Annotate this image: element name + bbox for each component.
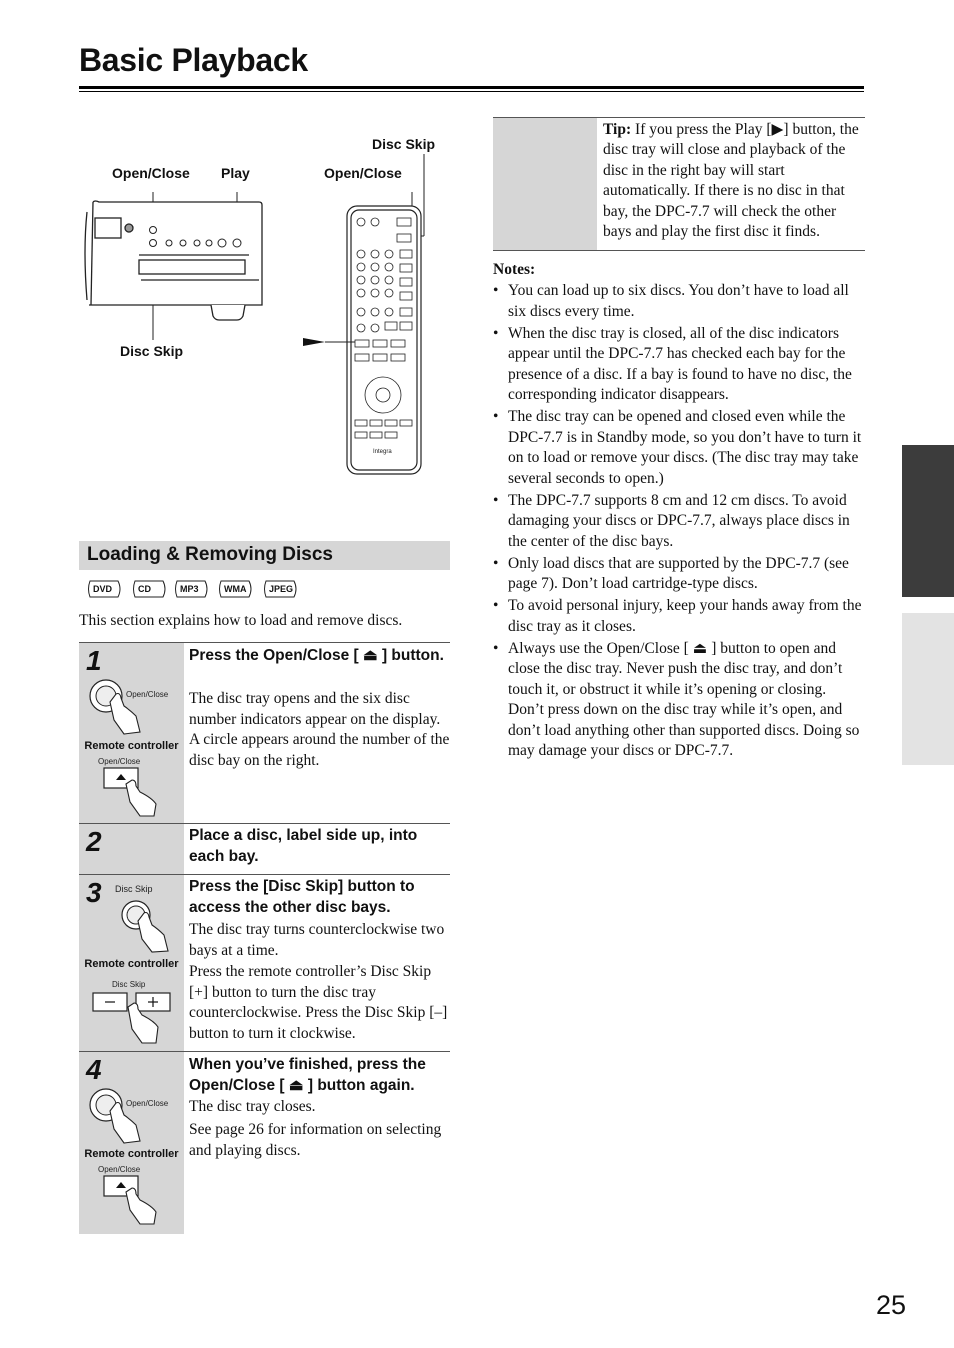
chapter-tab-active (902, 445, 954, 597)
tip-text (603, 120, 865, 242)
step-4-remote-button (96, 1162, 176, 1226)
section-heading-bar (79, 541, 450, 570)
section-intro: This section explains how to load and remove discs. (79, 612, 403, 629)
tip-rule-bottom (493, 250, 865, 251)
tip-side-panel (493, 118, 597, 250)
step-3-remote-button (88, 977, 180, 1045)
step-3-number: 3 (86, 877, 102, 908)
step-1-remote-label: Remote controller (84, 740, 179, 752)
step-1-heading: Press the Open/Close [ ⏏ ] button. (189, 647, 444, 664)
step-1-remote-button (96, 754, 176, 818)
note-item: • To avoid personal injury, keep your hands away from the disc tray as it closes. (493, 596, 865, 637)
step-1-unit-button (86, 676, 182, 736)
format-cd: CD (138, 584, 151, 594)
step-4-body-2: See page 26 for information on selecting and playing discs. (189, 1121, 442, 1159)
label-open-close-unit: Open/Close (112, 165, 190, 181)
label-play-unit: Play (221, 165, 250, 181)
note-item: • Always use the Open/Close [ ⏏ ] button to open and close the disc tray. Never push the disc tray, and don’t touch it, or obstruct it while it’s opening or closing. Don’t press down on the disc tray while it’s open, and don’t load anything other than supported discs. Doing so may damage your discs or DPC-7.7. (493, 639, 865, 762)
step-1-body: The disc tray opens and the six disc number indicators appear on the display. A circle appears around the number of the disc bay on the right. (189, 690, 450, 769)
player-unit (85, 201, 262, 320)
format-badges (88, 579, 303, 599)
section-heading: Loading & Removing Discs (87, 544, 333, 565)
svg-text:Disc Skip: Disc Skip (112, 980, 146, 989)
format-jpeg: JPEG (269, 584, 294, 594)
step-4-unit-button (86, 1085, 182, 1145)
format-mp3: MP3 (180, 584, 199, 594)
step-3-body-1: The disc tray turns counterclockwise two bays at a time. (189, 921, 445, 959)
step-4-body-1: The disc tray closes. (189, 1098, 316, 1115)
tip-body: If you press the Play [▶] button, the disc tray will close and playback of the disc in the right bay will start automatically. If there is no disc in that bay, the DPC-7.7 will check the other bays and play the first disc it finds. (603, 121, 859, 241)
step-2-number: 2 (86, 826, 102, 857)
step-4-remote-label: Remote controller (84, 1148, 179, 1160)
page-title: Basic Playback (79, 42, 308, 78)
notes-title: Notes: (493, 261, 536, 278)
svg-text:Open/Close: Open/Close (126, 1099, 169, 1108)
step-2-heading: Place a disc, label side up, into each bay. (189, 827, 418, 865)
svg-text:Open/Close: Open/Close (98, 757, 141, 766)
hand-icon (126, 1188, 156, 1224)
svg-text:Disc Skip: Disc Skip (115, 884, 153, 894)
note-item: • The disc tray can be opened and closed even while the DPC-7.7 is in Standby mode, so you don’t have to turn it on to load or remove your discs. (The disc tray may take several seconds to open.) (493, 407, 865, 489)
hand-icon (110, 694, 140, 735)
step-3-heading: Press the [Disc Skip] button to access the other disc bays. (189, 878, 415, 916)
svg-text:Open/Close: Open/Close (98, 1165, 141, 1174)
label-open-close-remote: Open/Close (324, 165, 402, 181)
svg-text:Open/Close: Open/Close (126, 690, 169, 699)
step-1-number: 1 (86, 645, 102, 676)
play-pointer-icon (303, 338, 325, 346)
hand-icon (126, 780, 156, 816)
note-item: • You can load up to six discs. You don’t have to load all six discs every time. (493, 281, 865, 322)
step-4-heading: When you’ve finished, press the Open/Close [ ⏏ ] button again. (189, 1056, 426, 1094)
notes-list (493, 281, 865, 763)
label-disc-skip-unit: Disc Skip (120, 343, 184, 359)
note-item: • The DPC-7.7 supports 8 cm and 12 cm discs. To avoid damaging your discs or DPC-7.7, always place discs in the center of the disc bays. (493, 491, 865, 553)
step-4-number: 4 (86, 1054, 102, 1085)
note-item: • Only load discs that are supported by the DPC-7.7 (see page 7). Don’t load cartridge-type discs. (493, 554, 865, 595)
step-3-unit-button (112, 881, 182, 953)
page-number: 25 (876, 1290, 907, 1320)
device-remote-illustration (79, 130, 449, 490)
svg-text:Integra: Integra (373, 449, 392, 455)
step-3-body-2: Press the remote controller’s Disc Skip [+] button to turn the disc tray counterclockwise. Press the Disc Skip [–] button to turn it clockwise. (189, 963, 448, 1042)
format-wma: WMA (224, 584, 247, 594)
step-3-remote-label: Remote controller (84, 958, 179, 970)
hand-icon (138, 913, 168, 953)
chapter-tab (902, 613, 954, 765)
label-disc-skip-remote: Disc Skip (372, 136, 436, 152)
format-dvd: DVD (93, 584, 113, 594)
note-item: • When the disc tray is closed, all of the disc indicators appear until the DPC-7.7 has checked each bay for the presence of a disc. If a bay is found to have no disc, the corresponding indicator disappears. (493, 324, 865, 406)
title-rule-thin (79, 91, 864, 92)
hand-icon (110, 1103, 140, 1144)
title-rule (79, 86, 864, 89)
tip-label: Tip: (603, 121, 632, 138)
